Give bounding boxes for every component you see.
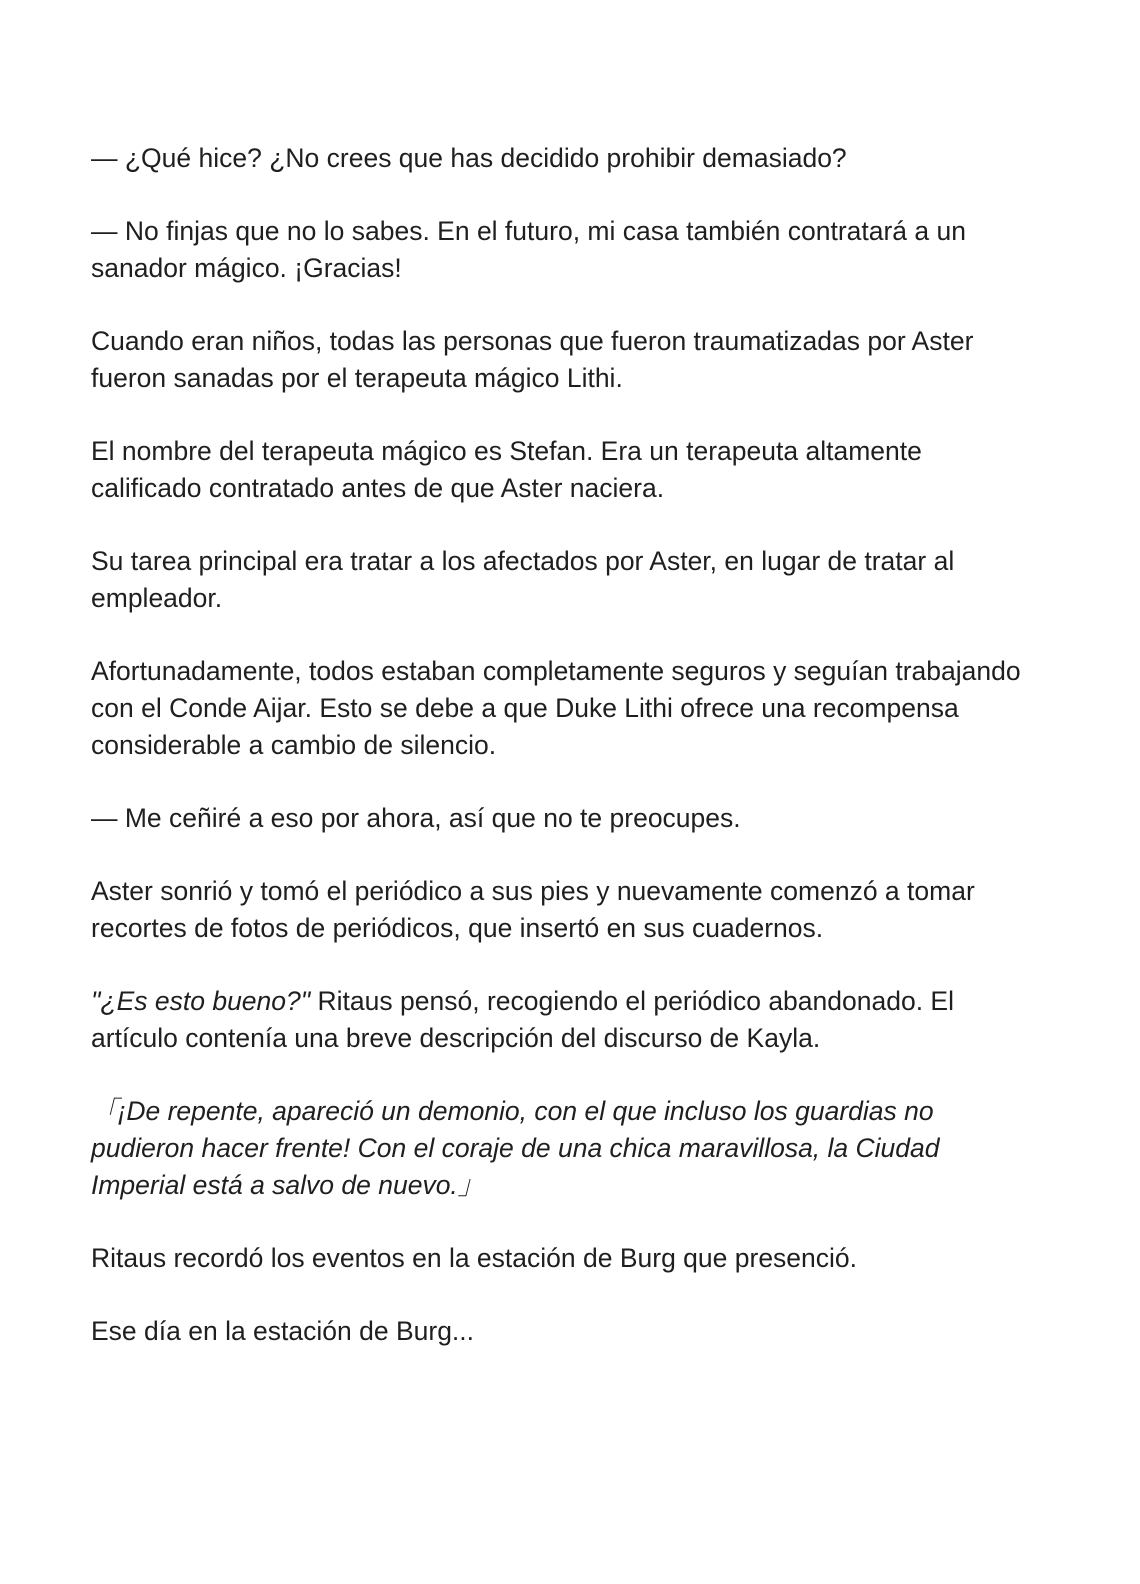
paragraph-5: Su tarea principal era tratar a los afectados por Aster, en lugar de tratar al empleador.: [91, 546, 955, 613]
paragraph-6: Afortunadamente, todos estaban completamente seguros y seguían trabajando con el Conde Aijar. Esto se debe a que Duke Lithi ofrece una recompensa considerable a cambio de silencio.: [91, 656, 1021, 760]
italic-thought: "¿Es esto bueno?": [91, 986, 311, 1016]
paragraph-10-quote: [91, 1093, 1031, 1204]
paragraph-8: Aster sonrió y tomó el periódico a sus pies y nuevamente comenzó a tomar recortes de fotos de periódicos, que insertó en sus cuadernos.: [91, 876, 975, 943]
italic-article-quote: 「¡De repente, apareció un demonio, con el que incluso los guardias no pudieron hacer frente! Con el coraje de una chica maravillosa, la Ciudad Imperial está a salvo de nuevo.」: [91, 1096, 940, 1200]
paragraph-9: "¿Es esto bueno?" Ritaus pensó, recogiendo el periódico abandonado. El artículo contenía una breve descripción del discurso de Kayla.: [91, 986, 954, 1053]
paragraph-12: Ese día en la estación de Burg...: [91, 1316, 475, 1346]
paragraph-11: Ritaus recordó los eventos en la estación de Burg que presenció.: [91, 1243, 858, 1273]
paragraph-4: El nombre del terapeuta mágico es Stefan. Era un terapeuta altamente calificado contratado antes de que Aster naciera.: [91, 436, 922, 503]
paragraph-1: — ¿Qué hice? ¿No crees que has decidido prohibir demasiado?: [91, 143, 847, 173]
paragraph-2: — No finjas que no lo sabes. En el futuro, mi casa también contratará a un sanador mágico. ¡Gracias!: [91, 216, 966, 283]
paragraph-7: — Me ceñiré a eso por ahora, así que no te preocupes.: [91, 803, 741, 833]
paragraph-3: Cuando eran niños, todas las personas que fueron traumatizadas por Aster fueron sanadas por el terapeuta mágico Lithi.: [91, 326, 974, 393]
document-page: [91, 140, 1031, 1350]
